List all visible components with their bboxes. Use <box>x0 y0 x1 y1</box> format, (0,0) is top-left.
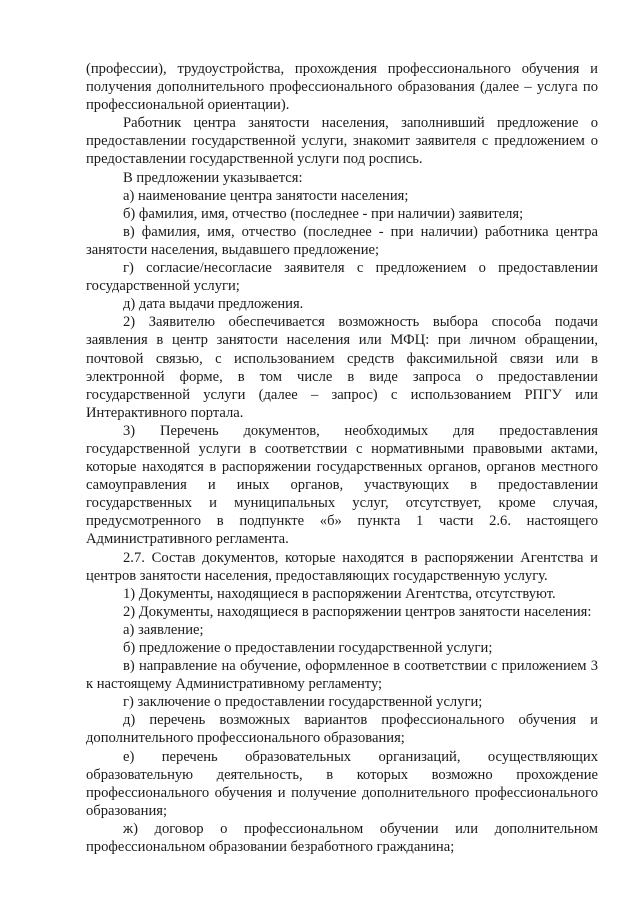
list-item-v-training-referral: в) направление на обучение, оформленное в соответствии с приложением 3 к настоящему Административному регламенту; <box>86 658 598 693</box>
document-page <box>86 60 598 856</box>
paragraph-item-2-submission-methods: 2) Заявителю обеспечивается возможность выбора способа подачи заявления в центр занятости населения или МФЦ: при личном обращении, почтовой связью, с использованием средств факсимильной связи или в электронной форме, в том числе в виде запроса о предоставлении государственной услуги (далее – запрос) с использованием РПГУ или Интерактивного портала. <box>86 314 598 421</box>
list-item-b-proposal: б) предложение о предоставлении государственной услуги; <box>123 640 493 656</box>
list-item-a-application: а) заявление; <box>123 621 204 638</box>
list-item-zh-training-contract: ж) договор о профессиональном обучении или дополнительном профессиональном образовании безработного гражданина; <box>86 820 598 856</box>
list-item-g-consent: г) согласие/несогласие заявителя с предложением о предоставлении государственной услуги; <box>86 260 598 295</box>
section-2-7-heading: 2.7. Состав документов, которые находятся в распоряжении Агентства и центров занятости населения, предоставляющих государственную услугу. <box>86 549 598 584</box>
paragraph-agency-documents: 1) Документы, находящиеся в распоряжении Агентства, отсутствуют. <box>123 585 556 602</box>
list-item-a-center-name: а) наименование центра занятости населения; <box>123 187 409 204</box>
paragraph-center-documents: 2) Документы, находящиеся в распоряжении центров занятости населения: <box>123 603 592 620</box>
paragraph-acquaint-applicant: Работник центра занятости населения, заполнивший предложение о предоставлении государственной услуги, знакомит заявителя с предложением о предоставлении государственной услуги под роспись. <box>86 115 598 168</box>
paragraph-proposal-contents-intro: В предложении указывается: <box>123 169 303 186</box>
list-item-g-conclusion: г) заключение о предоставлении государственной услуги; <box>123 694 483 711</box>
list-item-b-applicant-name: б) фамилия, имя, отчество (последнее - при наличии) заявителя; <box>123 205 524 222</box>
paragraph-continuation: (профессии), трудоустройства, прохождения профессионального обучения и получения дополнительного профессионального образования (далее – услуга по профессиональной ориентации). <box>86 61 598 114</box>
list-item-d-training-options: д) перечень возможных вариантов профессионального обучения и дополнительного профессионального образования; <box>86 712 598 747</box>
list-item-d-issue-date: д) дата выдачи предложения. <box>123 296 304 313</box>
list-item-v-worker-name: в) фамилия, имя, отчество (последнее - при наличии) работника центра занятости населения, выдавшего предложение; <box>86 223 598 258</box>
list-item-e-educational-organizations: е) перечень образовательных организаций, осуществляющих образовательную деятельность, в которых возможно прохождение профессионального обучения и получение дополнительного профессионального образования; <box>86 748 598 819</box>
paragraph-item-3-documents-list: 3) Перечень документов, необходимых для предоставления государственной услуги в соответствии с нормативными правовыми актами, которые находятся в распоряжении государственных органов, органов местного самоуправления и иных органов, участвующих в предоставлении государственных и муниципальных услуг, отсутствует, кроме случая, предусмотренного в подпункте «б» пункта 1 части 2.6. настоящего Административного регламента. <box>86 422 598 548</box>
